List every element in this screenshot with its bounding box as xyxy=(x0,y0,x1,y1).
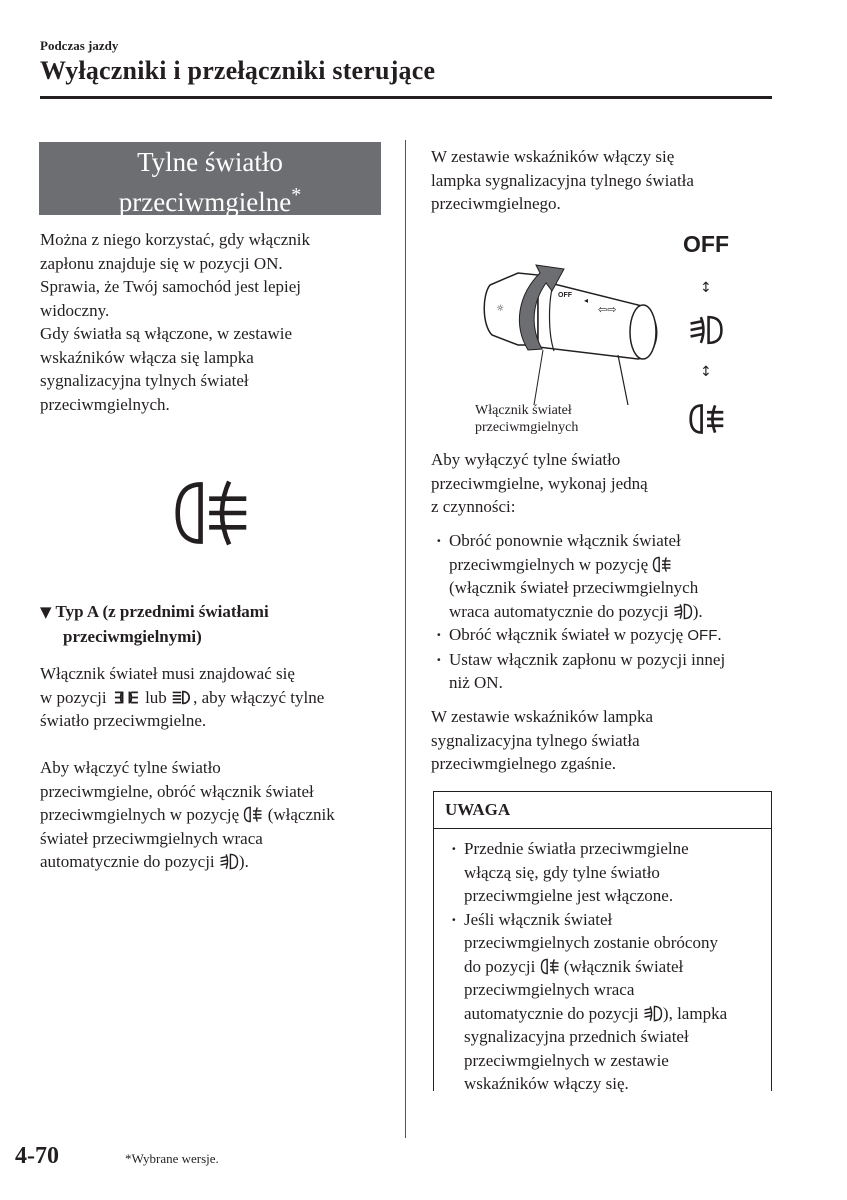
optional-mark: * xyxy=(291,184,302,206)
fog-light-switch-illustration xyxy=(478,255,668,405)
list-item: · Obróć włącznik świateł w pozycję OFF. xyxy=(431,623,776,648)
rear-fog-light-icon xyxy=(540,958,560,975)
section-label: Podczas jazdy xyxy=(40,38,119,53)
type-a-heading: ▼ Typ A (z przednimi światłami przeciwmgielnymi) xyxy=(40,602,269,646)
headlight-icon xyxy=(171,689,193,706)
svg-text:◂: ◂ xyxy=(584,296,589,305)
list-item: · Jeśli włącznik świateł przeciwmgielnych zostanie obrócony do pozycji (włącznik świateł przeciwmgielnych wraca automatycznie do pozycji ), lampka sygnalizacyjna przednich świateł przeciwmgielnych w zestawie wskaźników włączy się. xyxy=(446,908,765,1096)
turn-on-paragraph: Aby włączyć tylne światło przeciwmgielne, obróć włącznik świateł przeciwmgielnych w pozycję (włącznik świateł przeciwmgielnych wraca automatycznie do pozycji ). xyxy=(40,758,335,871)
rear-fog-light-icon xyxy=(172,478,252,548)
up-down-arrow-icon: ↕ xyxy=(700,280,712,296)
title-rule xyxy=(40,96,772,99)
front-fog-light-icon xyxy=(673,603,693,620)
parking-light-icon xyxy=(111,689,141,706)
turn-off-steps xyxy=(431,529,776,695)
front-fog-light-icon xyxy=(643,1005,663,1022)
column-divider xyxy=(405,140,406,1138)
page-number: 4-70 xyxy=(15,1143,59,1169)
rear-fog-light-icon xyxy=(243,806,263,823)
heading-line-2: przeciwmgielne* xyxy=(118,184,302,217)
rear-fog-light-icon xyxy=(688,400,726,438)
section-heading xyxy=(39,142,381,215)
front-fog-light-icon xyxy=(688,314,724,346)
switch-callout: Włącznik świateł przeciwmgielnych xyxy=(475,403,579,435)
svg-text:OFF: OFF xyxy=(558,292,572,299)
type-a-paragraph: Włącznik świateł musi znajdować się w pozycji lub , aby włączyć tylne światło przeciwmgielne. xyxy=(40,664,325,730)
page-title: Wyłączniki i przełączniki sterujące xyxy=(40,56,436,85)
front-fog-light-icon xyxy=(219,853,239,870)
rear-fog-light-icon xyxy=(652,556,672,573)
note-title: UWAGA xyxy=(434,792,771,829)
list-item: · Obróć ponownie włącznik świateł przeciwmgielnych w pozycję (włącznik świateł przeciwmgielnych wraca automatycznie do pozycji ). xyxy=(431,529,776,623)
list-item: · Przednie światła przeciwmgielne włączą się, gdy tylne światło przeciwmgielne jest włączone. xyxy=(446,837,765,908)
off-label: OFF xyxy=(683,231,729,257)
svg-text:⇦⇨: ⇦⇨ xyxy=(598,303,617,316)
indicator-paragraph: W zestawie wskaźników włączy się lampka sygnalizacyjna tylnego światła przeciwmgielnego. xyxy=(431,147,694,213)
up-down-arrow-icon: ↕ xyxy=(700,364,712,380)
list-item: · Ustaw włącznik zapłonu w pozycji innej niż ON. xyxy=(431,648,776,695)
heading-line-1: Tylne światło xyxy=(137,147,283,177)
intro-paragraph: Można z niego korzystać, gdy włącznik zapłonu znajduje się w pozycji ON. Sprawia, że Twój samochód jest lepiej widoczny. Gdy światła są włączone, w zestawie wskaźników włącza się lampka sygnalizacyjna tylnych świateł przeciwmgielnych. xyxy=(40,230,311,414)
indicator-off-paragraph: W zestawie wskaźników lampka sygnalizacyjna tylnego światła przeciwmgielnego zgaśnie. xyxy=(431,707,654,773)
svg-text:☼: ☼ xyxy=(496,304,505,314)
triangle-bullet-icon: ▼ xyxy=(40,603,52,621)
note-box xyxy=(433,791,772,1091)
footnote: *Wybrane wersje. xyxy=(125,1151,219,1166)
note-list xyxy=(434,829,771,1096)
turn-off-paragraph: Aby wyłączyć tylne światło przeciwmgielne, wykonaj jedną z czynności: xyxy=(431,450,648,516)
